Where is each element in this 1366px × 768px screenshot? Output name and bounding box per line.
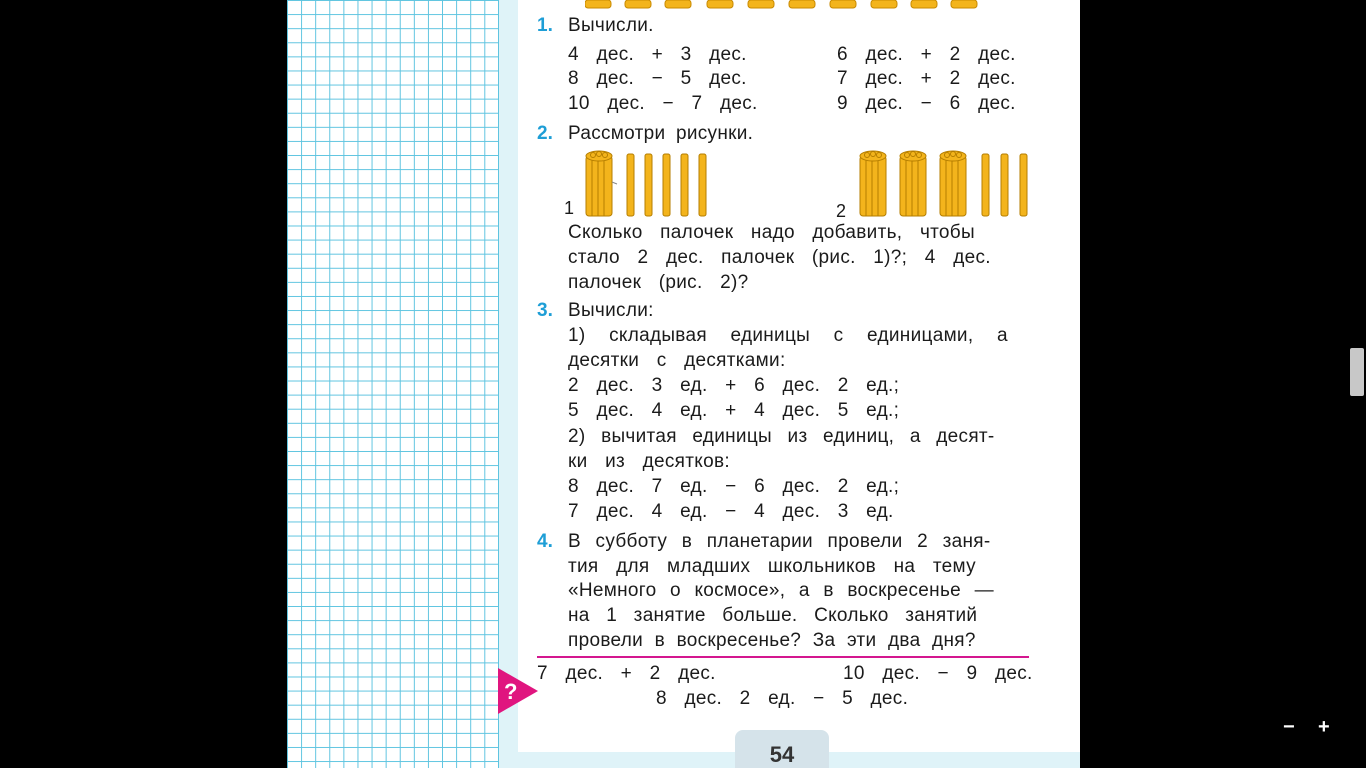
expression: 8 дес. − 5 дес. <box>568 68 747 89</box>
task-number: 3. <box>537 300 553 321</box>
stick-bundle <box>586 151 617 216</box>
expression: 5 дес. 4 ед. + 4 дес. 5 ед.; <box>568 400 900 421</box>
expression: 8 дес. 2 ед. − 5 дес. <box>656 688 909 709</box>
expression: 9 дес. − 6 дес. <box>837 93 1016 114</box>
expression: 4 дес. + 3 дес. <box>568 44 747 65</box>
expression: 7 дес. + 2 дес. <box>537 663 716 684</box>
task-title: Вычисли. <box>568 15 654 36</box>
task-text-line: В субботу в планетарии провели 2 заня- <box>568 531 991 552</box>
task-text-line: Сколько палочек надо добавить, чтобы <box>568 222 975 243</box>
sticks-figure-2 <box>858 148 1033 218</box>
task-text-line: 2) вычитая единицы из единиц, а десят- <box>568 426 995 447</box>
expression: 10 дес. − 9 дес. <box>843 663 1033 684</box>
task-text-line: палочек (рис. 2)? <box>568 272 749 293</box>
expression: 10 дес. − 7 дес. <box>568 93 758 114</box>
sticks-figure-1 <box>584 150 714 218</box>
expression: 7 дес. 4 ед. − 4 дес. 3 ед. <box>568 501 894 522</box>
figure-label: 2 <box>836 201 847 221</box>
top-bundles-illustration <box>585 0 985 10</box>
grid-margin <box>287 0 499 768</box>
task-number: 1. <box>537 15 553 36</box>
task-text-line: на 1 занятие больше. Сколько занятий <box>568 605 978 626</box>
zoom-out-button[interactable]: − <box>1283 716 1295 738</box>
svg-text:?: ? <box>504 679 518 704</box>
task-text-line: 1) складывая единицы с единицами, а <box>568 325 1008 346</box>
expression: 2 дес. 3 ед. + 6 дес. 2 ед.; <box>568 375 900 396</box>
scrollbar-thumb[interactable] <box>1350 348 1364 396</box>
task-number: 4. <box>537 531 553 552</box>
task-text-line: стало 2 дес. палочек (рис. 1)?; 4 дес. <box>568 247 991 268</box>
task-text-line: десятки с десятками: <box>568 350 786 371</box>
figure-label: 1 <box>564 198 575 218</box>
expression: 7 дес. + 2 дес. <box>837 68 1016 89</box>
task-text-line: «Немного о космосе», а в воскресенье — <box>568 580 994 601</box>
page-number: 54 <box>735 730 829 768</box>
expression: 6 дес. + 2 дес. <box>837 44 1016 65</box>
question-mark-icon <box>498 668 538 714</box>
task-title: Рассмотри рисунки. <box>568 123 754 144</box>
expression: 8 дес. 7 ед. − 6 дес. 2 ед.; <box>568 476 900 497</box>
zoom-in-button[interactable]: + <box>1318 716 1330 738</box>
task-text-line: ки из десятков: <box>568 451 730 472</box>
task-title: Вычисли: <box>568 300 654 321</box>
task-number: 2. <box>537 123 553 144</box>
task-text-line: тия для младших школьников на тему <box>568 556 976 577</box>
divider-line <box>537 656 1029 658</box>
task-text-line: провели в воскресенье? За эти два дня? <box>568 630 976 651</box>
